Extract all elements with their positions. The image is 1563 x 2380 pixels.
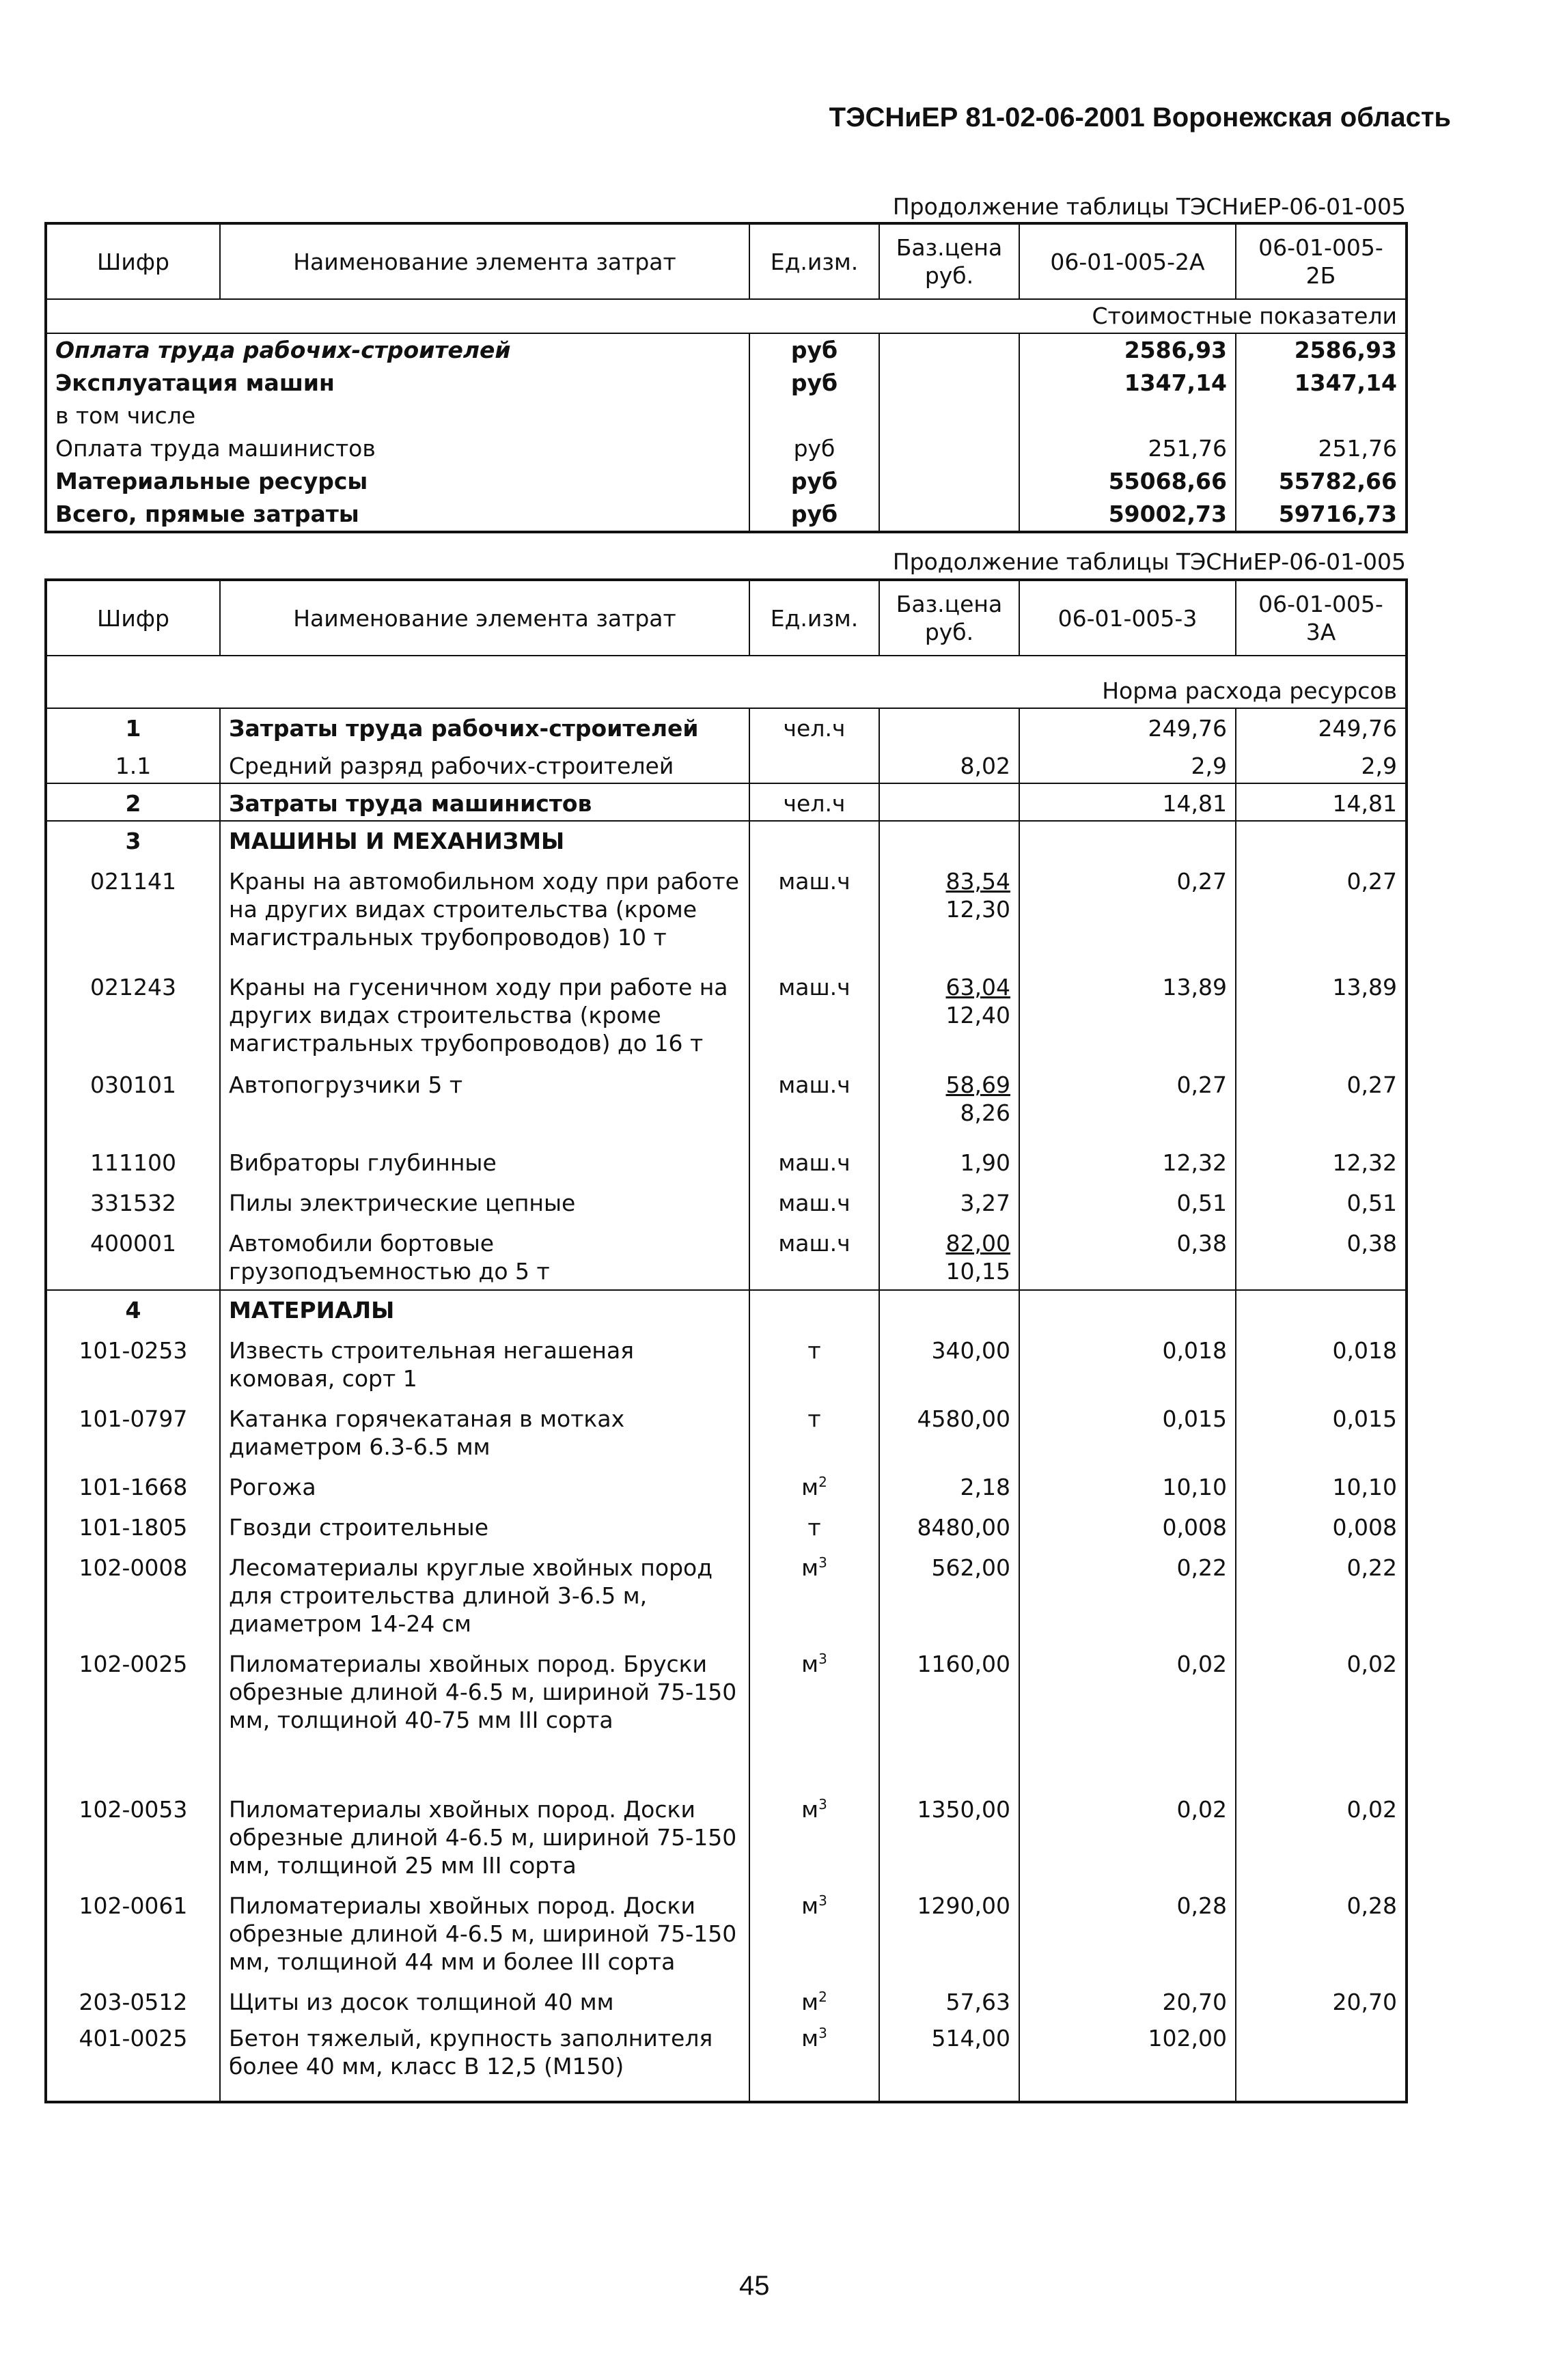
row-code: 2 xyxy=(46,783,220,821)
cost-item-value-a: 55068,66 xyxy=(1019,465,1236,498)
row-price xyxy=(879,2019,1019,2102)
row-unit xyxy=(749,1640,879,1761)
row-name: МАШИНЫ И МЕХАНИЗМЫ xyxy=(220,821,749,858)
price-wage-value: 8,26 xyxy=(960,1100,1010,1126)
row-unit xyxy=(749,1978,879,2019)
price-value: 82,00 xyxy=(945,1230,1010,1257)
row-price xyxy=(879,964,1019,1061)
table-row xyxy=(46,783,1407,821)
row-unit xyxy=(749,783,879,821)
section-label-row xyxy=(46,656,1407,708)
header-col-b: 06-01-005-3А xyxy=(1236,580,1407,656)
cost-item-value-a xyxy=(1019,400,1236,432)
cost-item-price xyxy=(879,333,1019,367)
row-value-a: 14,81 xyxy=(1019,783,1236,821)
row-value-b xyxy=(1236,1290,1407,1327)
row-value-b: 0,38 xyxy=(1236,1220,1407,1290)
row-price xyxy=(879,783,1019,821)
row-value-b: 0,015 xyxy=(1236,1395,1407,1464)
row-code: 021141 xyxy=(90,868,176,895)
row-price xyxy=(879,1327,1019,1395)
row-value-b: 12,32 xyxy=(1236,1139,1407,1179)
cost-item-unit: руб xyxy=(749,367,879,400)
table-row xyxy=(46,400,1407,432)
cost-item-value-b: 59716,73 xyxy=(1236,498,1407,532)
unit-text: т xyxy=(807,1514,821,1541)
table-row xyxy=(46,858,1407,964)
row-price xyxy=(879,1290,1019,1327)
row-value-b: 0,27 xyxy=(1236,858,1407,964)
page-number: 45 xyxy=(739,2271,770,2301)
row-price xyxy=(879,1978,1019,2019)
row-value-b: 14,81 xyxy=(1236,783,1407,821)
table-row xyxy=(46,1290,1407,1327)
row-value-a: 0,22 xyxy=(1019,1544,1236,1640)
cost-item-unit: руб xyxy=(749,465,879,498)
cost-item-name: Оплата труда машинистов xyxy=(55,435,376,462)
table-row xyxy=(46,498,1407,532)
row-unit xyxy=(749,1290,879,1327)
price-value: 1350,00 xyxy=(917,1796,1010,1823)
row-value-a: 10,10 xyxy=(1019,1464,1236,1504)
row-price xyxy=(879,745,1019,783)
unit-exponent: 2 xyxy=(818,1474,827,1490)
cost-item-price xyxy=(879,367,1019,400)
unit-text: м xyxy=(801,1474,819,1500)
unit-exponent: 3 xyxy=(818,1554,827,1571)
table-row xyxy=(46,1640,1407,1761)
row-code: 1.1 xyxy=(115,753,152,779)
cost-item-value-b: 55782,66 xyxy=(1236,465,1407,498)
row-unit xyxy=(749,821,879,858)
row-price xyxy=(879,1139,1019,1179)
table-row xyxy=(46,1061,1407,1139)
table-row xyxy=(46,1179,1407,1220)
row-value-b: 13,89 xyxy=(1236,964,1407,1061)
header-name: Наименование элемента затрат xyxy=(220,580,749,656)
header-code: Шифр xyxy=(46,223,220,299)
cost-item-unit xyxy=(749,400,879,432)
price-value: 2,18 xyxy=(960,1474,1010,1500)
row-price xyxy=(879,1882,1019,1978)
row-code: 101-0253 xyxy=(79,1337,188,1364)
row-value-b: 0,02 xyxy=(1236,1761,1407,1882)
row-code: 400001 xyxy=(90,1230,176,1257)
row-unit xyxy=(749,1327,879,1395)
document-title: ТЭСНиЕР 81-02-06-2001 Воронежская область xyxy=(829,102,1451,132)
row-price xyxy=(879,1464,1019,1504)
table-row xyxy=(46,708,1407,745)
section-label: Стоимостные показатели xyxy=(46,299,1407,333)
table-row xyxy=(46,333,1407,367)
cost-item-value-a: 1347,14 xyxy=(1019,367,1236,400)
unit-exponent: 3 xyxy=(818,1796,827,1812)
cost-item-value-b: 2586,93 xyxy=(1236,333,1407,367)
row-unit xyxy=(749,2019,879,2102)
row-value-b: 0,018 xyxy=(1236,1327,1407,1395)
row-unit xyxy=(749,1139,879,1179)
row-unit xyxy=(749,964,879,1061)
section-label: Норма расхода ресурсов xyxy=(46,656,1407,708)
table-row xyxy=(46,1220,1407,1290)
row-code: 101-1805 xyxy=(79,1514,188,1541)
cost-item-unit: руб xyxy=(749,432,879,465)
table-row xyxy=(46,1504,1407,1544)
unit-exponent: 3 xyxy=(818,1892,827,1909)
row-value-a: 2,9 xyxy=(1019,745,1236,783)
row-unit xyxy=(749,1544,879,1640)
price-value: 3,27 xyxy=(960,1190,1010,1216)
row-price xyxy=(879,1504,1019,1544)
row-value-a: 20,70 xyxy=(1019,1978,1236,2019)
row-value-b: 249,76 xyxy=(1236,708,1407,745)
price-wage-value: 12,30 xyxy=(945,896,1010,923)
price-value: 83,54 xyxy=(945,868,1010,895)
row-code: 1 xyxy=(46,708,220,745)
unit-text: маш.ч xyxy=(778,1072,850,1098)
row-name: Автопогрузчики 5 т xyxy=(220,1061,749,1139)
table-row xyxy=(46,964,1407,1061)
row-code: 102-0008 xyxy=(79,1554,188,1581)
unit-text: маш.ч xyxy=(778,1230,850,1257)
table-row xyxy=(46,1544,1407,1640)
cost-item-value-a: 59002,73 xyxy=(1019,498,1236,532)
row-unit xyxy=(749,745,879,783)
price-value: 340,00 xyxy=(931,1337,1010,1364)
unit-exponent: 2 xyxy=(818,1989,827,2005)
row-value-a: 0,51 xyxy=(1019,1179,1236,1220)
price-value: 8,02 xyxy=(960,753,1010,779)
section-label-row xyxy=(46,299,1407,333)
header-code: Шифр xyxy=(46,580,220,656)
row-unit xyxy=(749,858,879,964)
table-row xyxy=(46,367,1407,400)
row-unit xyxy=(749,1395,879,1464)
row-code: 203-0512 xyxy=(79,1989,188,2015)
cost-item-unit: руб xyxy=(749,498,879,532)
price-value: 4580,00 xyxy=(917,1405,1010,1432)
unit-text: т xyxy=(807,1405,821,1432)
row-value-a: 0,27 xyxy=(1019,858,1236,964)
price-value: 1,90 xyxy=(960,1149,1010,1176)
row-code: 101-1668 xyxy=(79,1474,188,1500)
row-name: Пиломатериалы хвойных пород. Доски обрезные длиной 4-6.5 м, шириной 75-150 мм, толщиной 44 мм и более III сорта xyxy=(220,1882,749,1978)
row-name: Краны на автомобильном ходу при работе на других видах строительства (кроме магистральных трубопроводов) 10 т xyxy=(220,858,749,964)
row-value-b: 0,22 xyxy=(1236,1544,1407,1640)
row-value-a: 0,02 xyxy=(1019,1640,1236,1761)
unit-text: м xyxy=(801,1796,819,1823)
row-unit xyxy=(749,1220,879,1290)
row-value-a: 0,28 xyxy=(1019,1882,1236,1978)
table-row xyxy=(46,1978,1407,2019)
cost-table xyxy=(44,222,1408,533)
table-row xyxy=(46,745,1407,783)
price-wage-value: 12,40 xyxy=(945,1002,1010,1028)
cost-item-unit: руб xyxy=(749,333,879,367)
row-name: Вибраторы глубинные xyxy=(220,1139,749,1179)
cost-item-value-a: 251,76 xyxy=(1019,432,1236,465)
row-name: Автомобили бортовые грузоподъемностью до 5 т xyxy=(220,1220,749,1290)
row-value-b xyxy=(1236,2019,1407,2102)
row-price xyxy=(879,1544,1019,1640)
row-value-a: 249,76 xyxy=(1019,708,1236,745)
row-unit xyxy=(749,1761,879,1882)
cost-item-price xyxy=(879,465,1019,498)
row-name: Средний разряд рабочих-строителей xyxy=(220,745,749,783)
row-price xyxy=(879,1395,1019,1464)
row-value-a xyxy=(1019,821,1236,858)
row-name: Затраты труда рабочих-строителей xyxy=(220,708,749,745)
header-price: Баз.цена руб. xyxy=(879,223,1019,299)
unit-text: т xyxy=(807,1337,821,1364)
price-value: 58,69 xyxy=(945,1072,1010,1098)
table-row xyxy=(46,1882,1407,1978)
table-row xyxy=(46,1464,1407,1504)
price-value: 1290,00 xyxy=(917,1892,1010,1919)
row-code: 030101 xyxy=(90,1072,176,1098)
row-unit xyxy=(749,1061,879,1139)
cost-item-name: Эксплуатация машин xyxy=(55,369,335,396)
header-name: Наименование элемента затрат xyxy=(220,223,749,299)
price-value: 57,63 xyxy=(945,1989,1010,2015)
row-value-b: 10,10 xyxy=(1236,1464,1407,1504)
row-name: Щиты из досок толщиной 40 мм xyxy=(220,1978,749,2019)
row-price xyxy=(879,1179,1019,1220)
table-row xyxy=(46,1761,1407,1882)
cost-item-price xyxy=(879,432,1019,465)
row-value-b: 0,51 xyxy=(1236,1179,1407,1220)
cost-item-value-b xyxy=(1236,400,1407,432)
row-price xyxy=(879,1761,1019,1882)
row-value-a: 0,018 xyxy=(1019,1327,1236,1395)
table-row xyxy=(46,465,1407,498)
row-name: Рогожа xyxy=(220,1464,749,1504)
row-code: 111100 xyxy=(90,1149,176,1176)
cost-item-price xyxy=(879,400,1019,432)
row-code: 021243 xyxy=(90,974,176,1000)
row-value-b: 20,70 xyxy=(1236,1978,1407,2019)
header-col-a: 06-01-005-3 xyxy=(1019,580,1236,656)
row-name: Краны на гусеничном ходу при работе на других видах строительства (кроме магистральных трубопроводов) до 16 т xyxy=(220,964,749,1061)
row-name: Пиломатериалы хвойных пород. Бруски обрезные длиной 4-6.5 м, шириной 75-150 мм, толщиной 40-75 мм III сорта xyxy=(220,1640,749,1761)
unit-text: м xyxy=(801,1892,819,1919)
row-value-b: 0,28 xyxy=(1236,1882,1407,1978)
price-value: 8480,00 xyxy=(917,1514,1010,1541)
row-code: 102-0053 xyxy=(79,1796,188,1823)
row-code: 102-0025 xyxy=(79,1651,188,1677)
cost-item-value-a: 2586,93 xyxy=(1019,333,1236,367)
table-row xyxy=(46,2019,1407,2102)
row-value-a: 0,38 xyxy=(1019,1220,1236,1290)
unit-text: маш.ч xyxy=(778,974,850,1000)
row-name: Лесоматериалы круглые хвойных пород для строительства длиной 3-6.5 м, диаметром 14-24 см xyxy=(220,1544,749,1640)
unit-text: чел.ч xyxy=(783,790,846,817)
cost-item-name: Всего, прямые затраты xyxy=(55,501,359,527)
row-unit xyxy=(749,1504,879,1544)
row-value-b: 2,9 xyxy=(1236,745,1407,783)
unit-text: м xyxy=(801,1989,819,2015)
row-value-b: 0,02 xyxy=(1236,1640,1407,1761)
row-value-a: 0,02 xyxy=(1019,1761,1236,1882)
row-value-b: 0,008 xyxy=(1236,1504,1407,1544)
row-unit xyxy=(749,1464,879,1504)
resource-table xyxy=(44,578,1408,2103)
table-row xyxy=(46,1139,1407,1179)
cost-item-value-b: 251,76 xyxy=(1236,432,1407,465)
row-value-a: 13,89 xyxy=(1019,964,1236,1061)
row-name: Бетон тяжелый, крупность заполнителя более 40 мм, класс В 12,5 (М150) xyxy=(220,2019,749,2102)
unit-text: чел.ч xyxy=(783,715,846,742)
row-name: Известь строительная негашеная комовая, сорт 1 xyxy=(220,1327,749,1395)
unit-exponent: 3 xyxy=(818,2025,827,2041)
cost-item-value-b: 1347,14 xyxy=(1236,367,1407,400)
unit-text: маш.ч xyxy=(778,868,850,895)
row-price xyxy=(879,858,1019,964)
price-value: 514,00 xyxy=(931,2025,1010,2052)
unit-text: м xyxy=(801,2025,819,2052)
header-price: Баз.цена руб. xyxy=(879,580,1019,656)
price-value: 1160,00 xyxy=(917,1651,1010,1677)
table-row xyxy=(46,821,1407,858)
cost-item-name: Материальные ресурсы xyxy=(55,468,368,494)
header-unit: Ед.изм. xyxy=(749,580,879,656)
row-unit xyxy=(749,1882,879,1978)
row-price xyxy=(879,1640,1019,1761)
row-value-a: 0,27 xyxy=(1019,1061,1236,1139)
row-name: Катанка горячекатаная в мотках диаметром 6.3-6.5 мм xyxy=(220,1395,749,1464)
header-unit: Ед.изм. xyxy=(749,223,879,299)
unit-text: м xyxy=(801,1554,819,1581)
cost-item-name: в том числе xyxy=(55,402,196,429)
row-value-a: 102,00 xyxy=(1019,2019,1236,2102)
table1-caption: Продолжение таблицы ТЭСНиЕР-06-01-005 xyxy=(892,193,1406,220)
unit-text: маш.ч xyxy=(778,1149,850,1176)
price-value: 63,04 xyxy=(945,974,1010,1000)
table-row xyxy=(46,1327,1407,1395)
row-value-b: 0,27 xyxy=(1236,1061,1407,1139)
cost-item-price xyxy=(879,498,1019,532)
unit-text: м xyxy=(801,1651,819,1677)
row-code: 401-0025 xyxy=(79,2025,188,2052)
row-value-a: 0,015 xyxy=(1019,1395,1236,1464)
row-value-a: 0,008 xyxy=(1019,1504,1236,1544)
row-price xyxy=(879,821,1019,858)
row-price xyxy=(879,708,1019,745)
unit-exponent: 3 xyxy=(818,1651,827,1667)
row-price xyxy=(879,1220,1019,1290)
table2-caption: Продолжение таблицы ТЭСНиЕР-06-01-005 xyxy=(892,548,1406,575)
row-code: 101-0797 xyxy=(79,1405,188,1432)
header-col-b: 06-01-005-2Б xyxy=(1236,223,1407,299)
row-name: Пиломатериалы хвойных пород. Доски обрезные длиной 4-6.5 м, шириной 75-150 мм, толщиной 25 мм III сорта xyxy=(220,1761,749,1882)
row-unit xyxy=(749,1179,879,1220)
row-name: Затраты труда машинистов xyxy=(220,783,749,821)
row-value-b xyxy=(1236,821,1407,858)
row-name: МАТЕРИАЛЫ xyxy=(220,1290,749,1327)
header-col-a: 06-01-005-2А xyxy=(1019,223,1236,299)
row-unit xyxy=(749,708,879,745)
price-value: 562,00 xyxy=(931,1554,1010,1581)
row-code: 4 xyxy=(46,1290,220,1327)
table-row xyxy=(46,432,1407,465)
row-value-a xyxy=(1019,1290,1236,1327)
row-code: 331532 xyxy=(90,1190,176,1216)
unit-text: маш.ч xyxy=(778,1190,850,1216)
table-row xyxy=(46,1395,1407,1464)
row-name: Пилы электрические цепные xyxy=(220,1179,749,1220)
row-name: Гвозди строительные xyxy=(220,1504,749,1544)
table2-header-row xyxy=(46,580,1407,656)
row-code: 3 xyxy=(46,821,220,858)
row-price xyxy=(879,1061,1019,1139)
row-value-a: 12,32 xyxy=(1019,1139,1236,1179)
row-code: 102-0061 xyxy=(79,1892,188,1919)
cost-item-name: Оплата труда рабочих-строителей xyxy=(55,337,511,363)
price-wage-value: 10,15 xyxy=(945,1258,1010,1285)
table1-header-row xyxy=(46,223,1407,299)
